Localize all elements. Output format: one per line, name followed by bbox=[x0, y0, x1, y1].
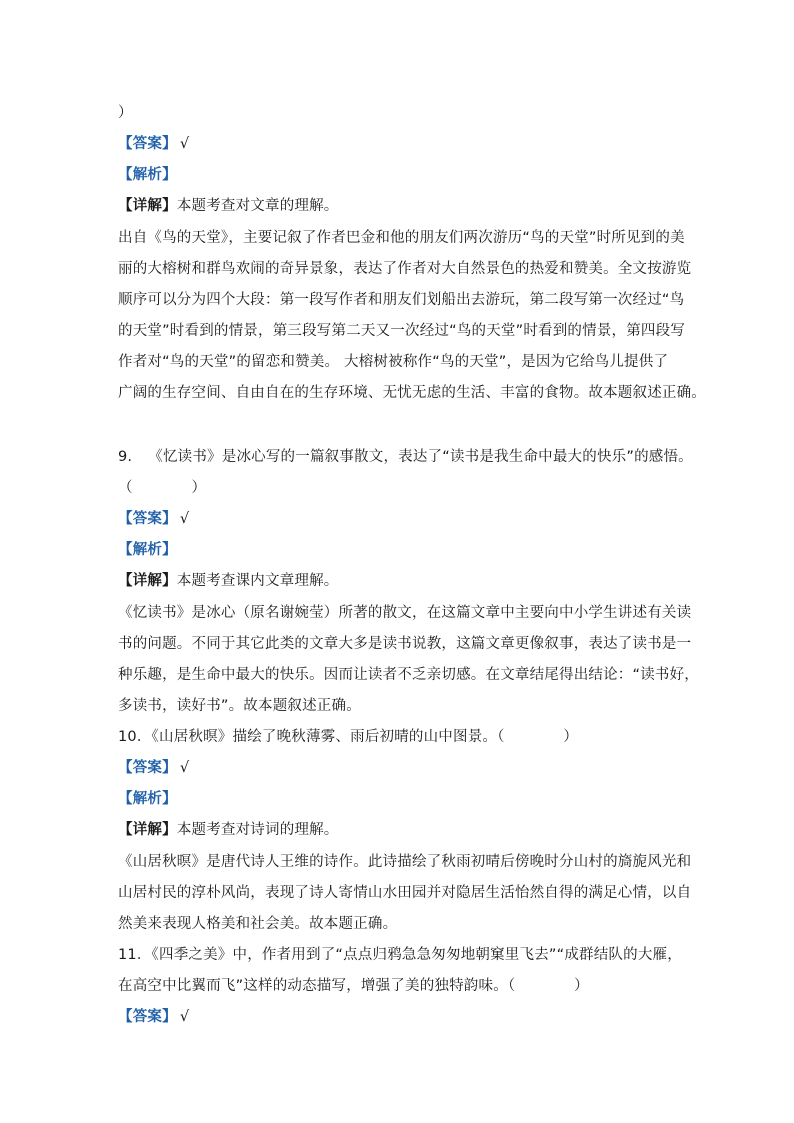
paragraph-line: 然美来表现人格美和社会美。故本题正确。 bbox=[118, 916, 398, 932]
question-10-analysis bbox=[118, 789, 688, 809]
question-9-answer bbox=[118, 509, 688, 529]
analysis-label: 【解析】 bbox=[118, 167, 177, 183]
question-11-answer bbox=[118, 1007, 688, 1027]
paragraph-line: 出自《鸟的天堂》，主要记叙了作者巴金和他的朋友们两次游历“鸟的天堂”时所见到的美 bbox=[118, 230, 685, 246]
check-mark-icon: √ bbox=[179, 136, 190, 152]
question-8-paren-close: ） bbox=[118, 105, 133, 121]
analysis-label: 【解析】 bbox=[118, 542, 177, 558]
check-mark-icon: √ bbox=[179, 760, 190, 776]
paragraph-line: 丽的大榕树和群鸟欢闹的奇异景象，表达了作者对大自然景色的热爱和赞美。全文按游览 bbox=[118, 261, 692, 277]
question-9 bbox=[118, 447, 693, 467]
paragraph-line: 书的问题。不同于其它此类的文章大多是读书说教，这篇文章更像叙事，表达了读书是一 bbox=[118, 636, 692, 652]
question-8-analysis bbox=[118, 165, 688, 185]
paragraph-line: 作者对“鸟的天堂”的留恋和赞美。 大榕树被称作“鸟的天堂”，是因为它给鸟儿提供了 bbox=[118, 354, 669, 370]
question-9-paren: （ ） bbox=[118, 480, 207, 496]
question-11-line: 11．《四季之美》中，作者用到了“点点归鸦急急匆匆地朝窠里飞去”“成群结队的大雁， bbox=[118, 947, 682, 963]
answer-label: 【答案】 bbox=[118, 1009, 177, 1025]
question-number: 9. bbox=[118, 449, 133, 465]
detail-label: 【详解】 bbox=[118, 573, 177, 589]
answer-label: 【答案】 bbox=[118, 760, 177, 776]
question-10-answer bbox=[118, 758, 688, 778]
question-11-line: 在高空中比翼而飞”这样的动态描写，增强了美的独特韵味。（ ） bbox=[118, 978, 589, 994]
detail-text: 本题考查课内文章理解。 bbox=[176, 573, 339, 589]
detail-text: 本题考查对文章的理解。 bbox=[176, 198, 339, 214]
analysis-label: 【解析】 bbox=[118, 791, 177, 807]
answer-label: 【答案】 bbox=[118, 511, 177, 527]
paragraph-line: 山居村民的淳朴风尚，表现了诗人寄情山水田园并对隐居生活怡然自得的满足心情，以自 bbox=[118, 885, 692, 901]
paragraph-line: 《山居秋暝》是唐代诗人王维的诗作。此诗描绘了秋雨初晴后傍晚时分山村的旖旎风光和 bbox=[118, 854, 692, 870]
question-10: 10．《山居秋暝》描绘了晚秋薄雾、雨后初晴的山中图景。（ ） bbox=[118, 729, 579, 745]
answer-label: 【答案】 bbox=[118, 136, 177, 152]
paragraph-line: 广阔的生存空间、自由自在的生存环境、无忧无虑的生活、丰富的食物。故本题叙述正确。 bbox=[118, 385, 706, 401]
detail-label: 【详解】 bbox=[118, 198, 177, 214]
question-8-detail bbox=[118, 196, 688, 216]
question-text: 《忆读书》是冰心写的一篇叙事散文，表达了“读书是我生命中最大的快乐”的感悟。 bbox=[148, 449, 693, 465]
detail-label: 【详解】 bbox=[118, 822, 177, 838]
question-9-analysis bbox=[118, 540, 688, 560]
question-10-detail bbox=[118, 820, 688, 840]
check-mark-icon: √ bbox=[179, 1009, 190, 1025]
question-8-answer bbox=[118, 134, 688, 154]
paragraph-line: 多读书，读好书”。故本题叙述正确。 bbox=[118, 698, 361, 714]
paragraph-line: 顺序可以分为四个大段：第一段写作者和朋友们划船出去游玩，第二段写第一次经过“鸟 bbox=[118, 292, 685, 308]
paragraph-line: 种乐趣，是生命中最大的快乐。因而让读者不乏亲切感。在文章结尾得出结论：“读书好， bbox=[118, 667, 700, 683]
detail-text: 本题考查对诗词的理解。 bbox=[176, 822, 339, 838]
paragraph-line: 《忆读书》是冰心（原名谢婉莹）所著的散文，在这篇文章中主要向中小学生讲述有关读 bbox=[118, 605, 692, 621]
paragraph-line: 的天堂”时看到的情景，第三段写第二天又一次经过“鸟的天堂”时看到的情景，第四段写 bbox=[118, 323, 686, 339]
check-mark-icon: √ bbox=[179, 511, 190, 527]
question-9-detail bbox=[118, 571, 688, 591]
